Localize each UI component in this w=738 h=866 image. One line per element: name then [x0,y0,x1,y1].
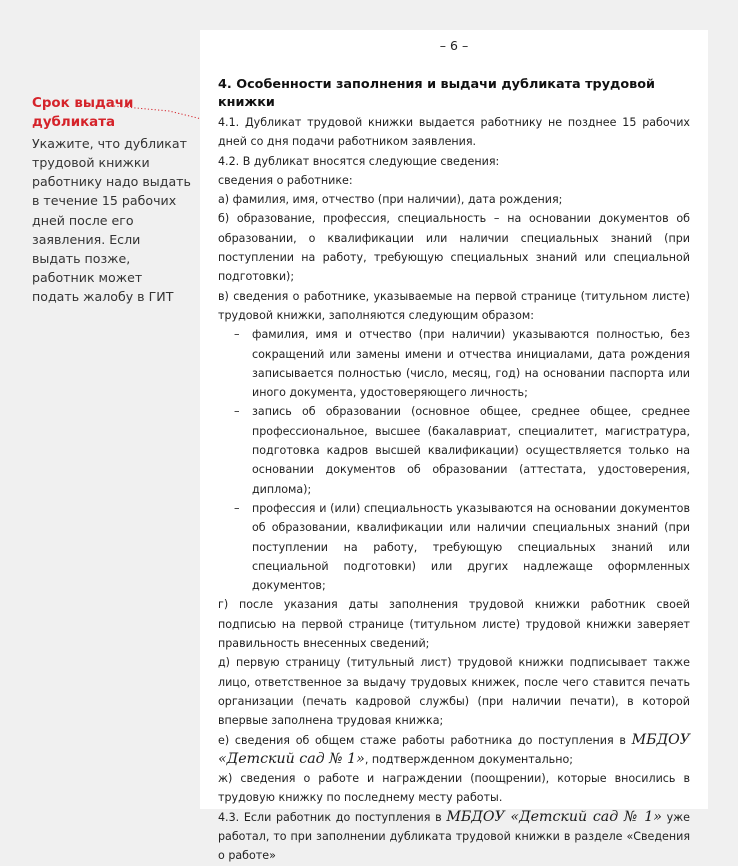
paragraph-employee-info: сведения о работнике: [218,173,353,187]
paragraph-4-2: 4.2. В дубликат вносятся следующие сведения: [218,154,500,168]
paragraph-b: б) образование, профессия, специальность – на основании документов об образовании, о квалификации или наличии специальных знаний (при поступлении на работу, требующую специальных знаний или специальной подготовки); [218,212,690,284]
list-item [218,325,690,402]
paragraph-e-text-end: , подтвержденном документально; [364,752,573,766]
paragraph-d: д) первую страницу (титульный лист) трудовой книжки подписывает также лицо, ответственное за выдачу трудовых книжек, после чего ставится печать организации (печать кадровой службы) (при наличии печати), в которой впервые заполнена трудовая книжка; [218,656,690,728]
paragraph-4-3-text: 4.3. Если работник до поступления в [218,810,447,824]
page-number: – 6 – [439,38,469,53]
list-item-text: запись об образовании (основное общее, среднее общее, среднее профессиональное, высшее (бакалавриат, специалитет, магистратура, подготовка кадров высшей квалификации) осуществляется только на основании документов об образовании (аттестата, удостоверения, диплома); [252,405,690,496]
margin-note-text: Укажите, что дубликат трудовой книжки работнику надо выдать в течение 15 рабочих дней после его заявления. Если выдать позже, работник может подать жалобу в ГИТ [32,135,191,305]
list-item-text: фамилия, имя и отчество (при наличии) указываются полностью, без сокращений или замены имени и отчества инициалами, дата рождения записывается полностью (число, месяц, год) на основании паспорта или иного документа, удостоверяющего личность; [252,328,690,400]
paragraph-g: г) после указания даты заполнения трудовой книжки работник своей подписью на первой странице (титульном листе) трудовой книжки заверяет правильность внесенных сведений; [218,598,690,651]
margin-note-title: Срок выдачи дубликата [32,96,134,131]
margin-note [32,94,192,307]
handwritten-org-name: МБДОУ «Детский сад № 1» [218,731,690,767]
document-page [200,30,708,863]
paragraph-v: в) сведения о работнике, указываемые на первой странице (титульном листе) трудовой книжки, заполняются следующим образом: [218,289,690,322]
list-item [218,499,690,595]
dash-bullet: – [234,501,240,515]
paragraph-4-3-text-end: уже работал, то при заполнении дубликата трудовой книжки в разделе «Сведения о работе» [218,810,690,863]
handwritten-org-name: МБДОУ «Детский сад № 1» [446,808,662,825]
document-body [218,113,690,866]
paragraph-e [218,731,690,770]
paragraph-4-1: 4.1. Дубликат трудовой книжки выдается работнику не позднее 15 рабочих дней со дня подачи работником заявления. [218,116,690,149]
paragraph-e-text: е) сведения об общем стаже работы работника до поступления в [218,733,632,747]
dash-bullet: – [234,405,240,419]
list-item [218,402,690,498]
list-item-text: профессия и (или) специальность указываются на основании документов об образовании, квалификации или наличии специальных знаний (при поступлении на работу, требующую специальных знаний или специальной подготовки) или других надлежаще оформленных документов; [252,501,690,593]
dash-bullet: – [234,328,240,342]
section-heading: 4. Особенности заполнения и выдачи дубликата трудовой книжки [218,77,656,110]
paragraph-a: а) фамилия, имя, отчество (при наличии), дата рождения; [218,193,563,207]
paragraph-4-3 [218,808,690,866]
paragraph-zh: ж) сведения о работе и награждении (поощрении), которые вносились в трудовую книжку по последнему месту работы. [218,772,690,805]
